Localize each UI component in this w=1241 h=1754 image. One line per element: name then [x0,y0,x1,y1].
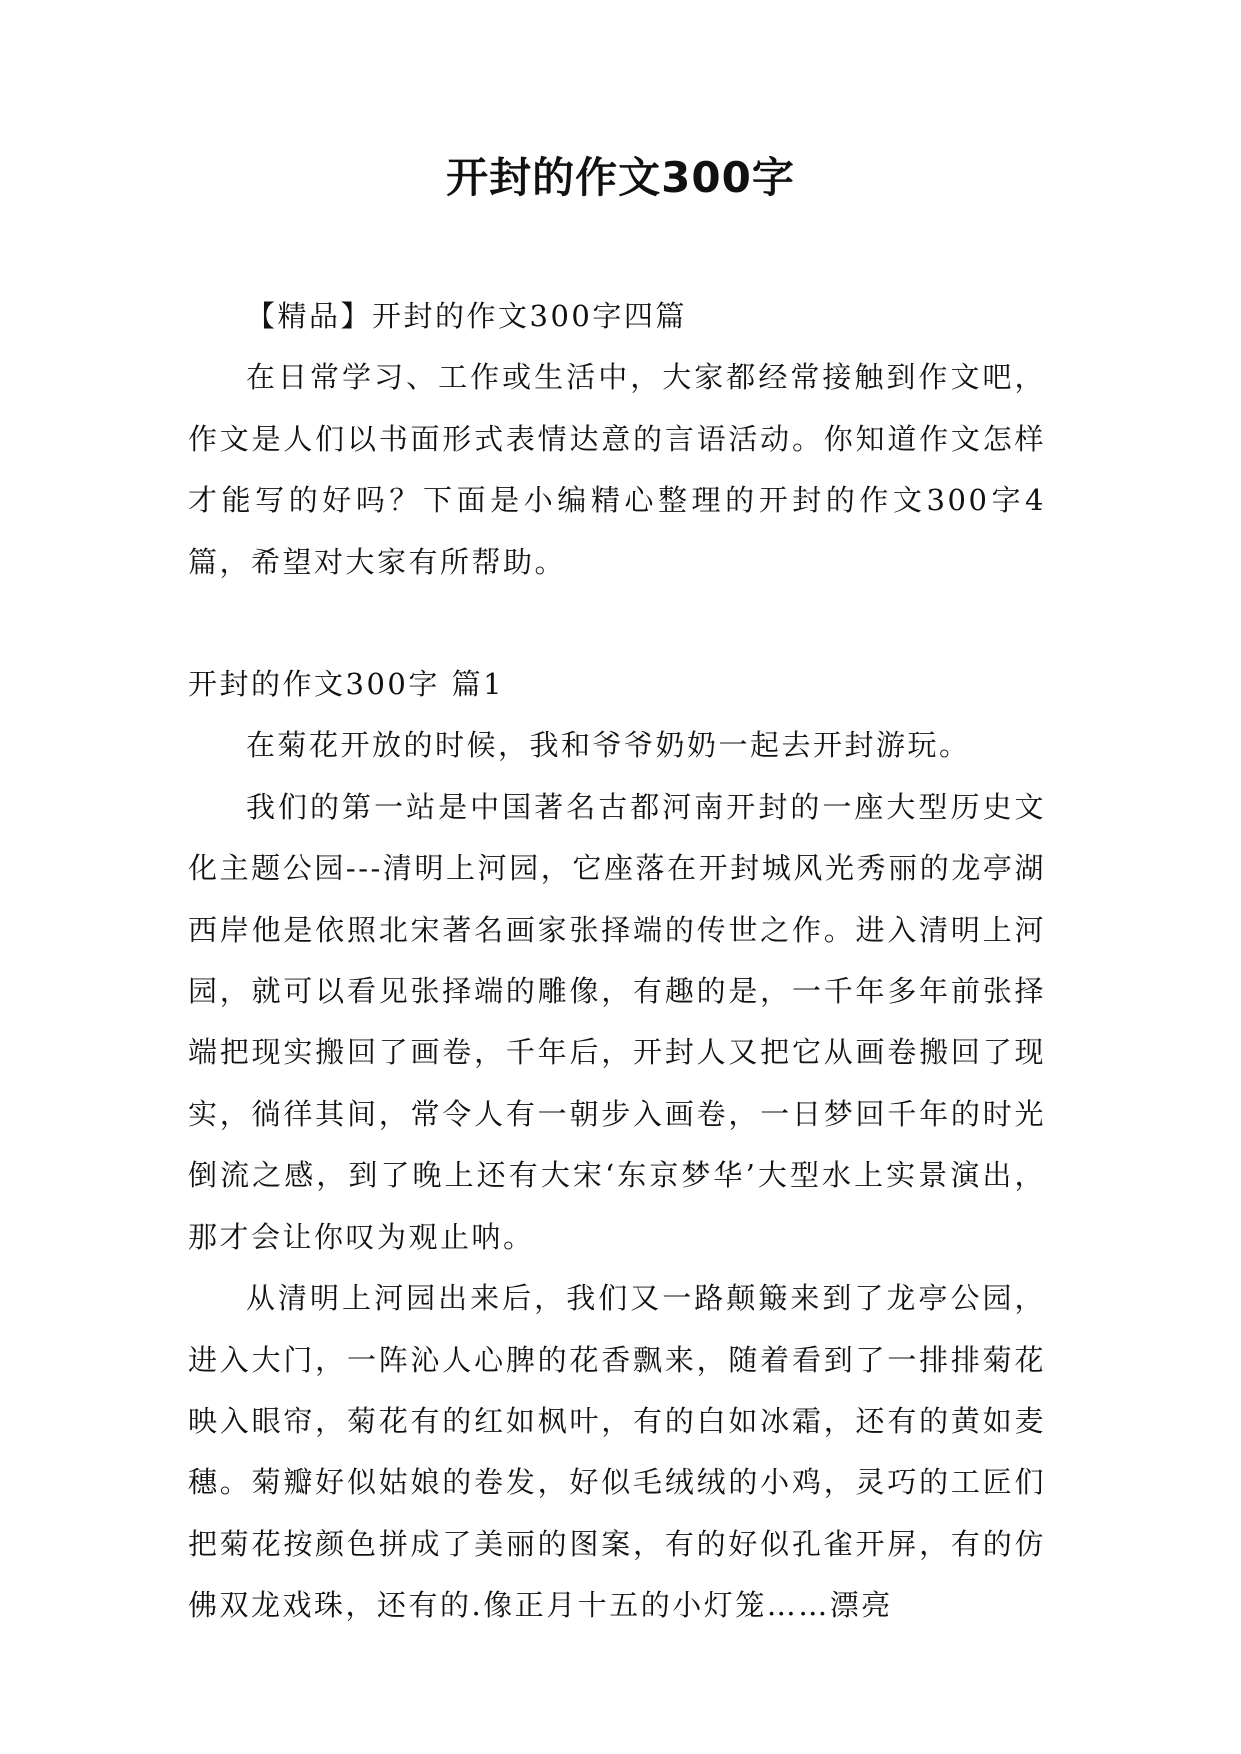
essay-paragraph-2: 我们的第一站是中国著名古都河南开封的一座大型历史文化主题公园---清明上河园，它座落在开封城风光秀丽的龙亭湖西岸他是依照北宋著名画家张择端的传世之作。进入清明上河园，就可以看见张择端的雕像，有趣的是，一千年多年前张择端把现实搬回了画卷，千年后，开封人又把它从画卷搬回了现实，徜徉其间，常令人有一朝步入画卷，一日梦回千年的时光倒流之感，到了晚上还有大宋‘东京梦华’大型水上实景演出，那才会让你叹为观止呐。 [188,789,1046,1254]
section-title: 开封的作文300字 篇1 [188,667,505,702]
intro-paragraph: 在日常学习、工作或生活中，大家都经常接触到作文吧，作文是人们以书面形式表情达意的言语活动。你知道作文怎样才能写的好吗？下面是小编精心整理的开封的作文300字4篇，希望对大家有所帮助。 [188,360,1046,579]
document-body [188,286,1046,1637]
essay-paragraph-1: 在菊花开放的时候，我和爷爷奶奶一起去开封游玩。 [246,728,971,763]
document-subtitle: 【精品】开封的作文300字四篇 [246,299,687,333]
document-title: 开封的作文300字 [446,153,795,202]
essay-paragraph-3: 从清明上河园出来后，我们又一路颠簸来到了龙亭公园，进入大门，一阵沁人心脾的花香飘来，随着看到了一排排菊花映入眼帘，菊花有的红如枫叶，有的白如冰霜，还有的黄如麦穗。菊瓣好似姑娘的卷发，好似毛绒绒的小鸡，灵巧的工匠们把菊花按颜色拼成了美丽的图案，有的好似孔雀开屏，有的仿佛双龙戏珠，还有的.像正月十五的小灯笼……漂亮 [188,1281,1046,1623]
